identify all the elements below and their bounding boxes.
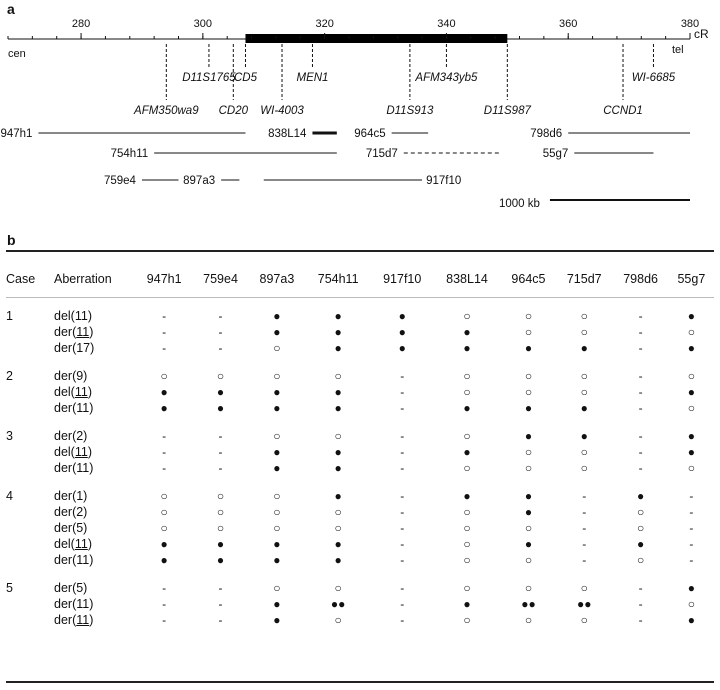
result-cell: - (400, 461, 405, 475)
clone-label: 897a3 (183, 175, 216, 187)
result-cell: ○ (273, 429, 281, 443)
result-cell: ○ (636, 505, 645, 519)
result-cell: ● (160, 553, 168, 567)
clone-label: 947h1 (0, 128, 33, 140)
result-cell: ● (273, 325, 281, 339)
result-cell: ● (524, 505, 533, 519)
result-cell: - (400, 597, 405, 611)
marker-label: D11S913 (386, 105, 434, 117)
result-cell: ○ (524, 325, 533, 339)
table-row (6, 340, 714, 356)
header-probe: 897a3 (259, 272, 295, 286)
result-cell: ● (463, 489, 471, 503)
result-cell: ● (687, 341, 696, 355)
case-number (6, 552, 54, 568)
marker-label: CD5 (233, 72, 257, 84)
result-cell: ● (334, 341, 342, 355)
marker-label: AFM350wa9 (134, 105, 199, 117)
result-cell: ● (580, 341, 588, 355)
axis-tick-label: 360 (559, 18, 578, 30)
header-aberration: Aberration (54, 272, 112, 286)
result-cell: ○ (160, 521, 168, 535)
clone-label: 917f10 (426, 175, 462, 187)
table-row (6, 596, 714, 612)
table-row (6, 296, 714, 324)
marker-label: MEN1 (296, 72, 329, 84)
result-cell: ● (334, 309, 342, 323)
result-cell: - (582, 553, 587, 567)
case-number (6, 400, 54, 416)
header-probe: 838L14 (446, 272, 488, 286)
result-cell: - (400, 429, 405, 443)
underlined-chromosome: 11 (76, 613, 90, 627)
result-cell: ● (273, 613, 281, 627)
scale-bar-label: 1000 kb (499, 198, 540, 210)
result-cell: ● (160, 385, 168, 399)
table-row (6, 552, 714, 568)
result-cell: - (162, 581, 167, 595)
case-number (6, 340, 54, 356)
aberration-label: del(11) (54, 385, 92, 399)
aberration-cell (54, 520, 136, 536)
result-cell: ○ (524, 369, 533, 383)
result-cell: ● (636, 489, 645, 503)
result-cell: - (689, 537, 694, 551)
aberration-cell (54, 552, 136, 568)
axis-tick-label: 320 (315, 18, 334, 30)
result-cell: ● (216, 385, 225, 399)
header-probe: 759e4 (203, 272, 238, 286)
result-cell: ○ (687, 369, 696, 383)
case-number: 3 (6, 429, 13, 443)
result-cell: ●● (521, 597, 536, 611)
result-cell: ○ (580, 369, 588, 383)
result-cell: ○ (687, 325, 696, 339)
marker-label: D11S1765 (182, 72, 236, 84)
header-probe: 55g7 (677, 272, 706, 286)
marker-label: AFM343yb5 (415, 72, 478, 84)
case-number: 4 (6, 489, 13, 503)
result-cell: ● (160, 537, 168, 551)
table-row (6, 476, 714, 504)
result-cell: - (218, 429, 223, 443)
centromere-label: cen (8, 48, 26, 60)
result-cell: ●● (330, 597, 346, 611)
marker-label: WI-6685 (631, 72, 676, 84)
result-cell: - (218, 309, 223, 323)
case-number (6, 504, 54, 520)
clone-label: 55g7 (542, 148, 569, 160)
panel-b-label: b (7, 232, 16, 248)
result-cell: - (162, 341, 167, 355)
result-cell: - (638, 369, 643, 383)
table-bottom-rule (6, 681, 714, 683)
case-number (6, 324, 54, 340)
clone-label: 798d6 (530, 128, 563, 140)
result-cell: ○ (334, 613, 342, 627)
aberration-label: der(5) (54, 521, 88, 535)
result-cell: ● (160, 401, 168, 415)
table-row (6, 568, 714, 596)
result-cell: ● (273, 401, 281, 415)
header-probe: 917f10 (383, 272, 422, 286)
result-cell: ○ (463, 309, 471, 323)
result-cell: ○ (580, 325, 588, 339)
result-cell: ○ (216, 521, 225, 535)
header-probe: 754h11 (317, 272, 359, 286)
result-cell: ○ (463, 581, 471, 595)
aberration-label: der(11) (54, 553, 94, 567)
result-cell: ● (334, 385, 342, 399)
clone-label: 838L14 (268, 128, 307, 140)
axis-tick-label: 340 (437, 18, 456, 30)
result-cell: ○ (160, 505, 168, 519)
result-cell: ○ (463, 505, 471, 519)
aberration-cell (54, 476, 136, 504)
result-cell: - (638, 461, 643, 475)
result-cell: ○ (334, 521, 342, 535)
aberration-label: der(11) (54, 325, 94, 339)
result-cell: ○ (463, 369, 471, 383)
result-cell: - (638, 429, 643, 443)
result-cell: - (218, 613, 223, 627)
result-cell: ● (398, 325, 406, 339)
result-cell: - (582, 489, 587, 503)
result-cell: ● (687, 429, 696, 443)
result-cell: ● (524, 489, 533, 503)
header-probe: 947h1 (146, 272, 182, 286)
result-cell: ○ (216, 489, 225, 503)
table-row (6, 416, 714, 444)
result-cell: ○ (463, 429, 471, 443)
aberration-cell (54, 568, 136, 596)
case-number (6, 384, 54, 400)
axis-tick-label: 380 (680, 18, 700, 30)
aberration-label: der(2) (54, 429, 88, 443)
result-cell: ● (334, 401, 342, 415)
table-row (6, 324, 714, 340)
table-row (6, 444, 714, 460)
case-number: 5 (6, 581, 13, 595)
case-number (6, 444, 54, 460)
telomere-label: tel (672, 44, 684, 56)
result-cell: ● (687, 581, 696, 595)
table-row (6, 536, 714, 552)
result-cell: ○ (524, 521, 533, 535)
table-row (6, 520, 714, 536)
result-cell: - (162, 325, 167, 339)
aberration-cell (54, 384, 136, 400)
table-row (6, 612, 714, 628)
aberration-cell (54, 296, 136, 324)
result-cell: ● (273, 537, 281, 551)
result-cell: ●● (576, 597, 592, 611)
table-row (6, 384, 714, 400)
result-cell: - (638, 581, 643, 595)
table-row (6, 504, 714, 520)
result-cell: - (689, 489, 694, 503)
result-cell: ● (687, 445, 696, 459)
aberration-cell (54, 444, 136, 460)
result-cell: ● (524, 341, 533, 355)
result-cell: - (162, 309, 167, 323)
result-cell: ○ (580, 309, 588, 323)
result-cell: - (400, 385, 405, 399)
result-cell: ● (273, 445, 281, 459)
aberration-cell (54, 400, 136, 416)
result-cell: - (638, 309, 643, 323)
underlined-chromosome: 11 (74, 385, 88, 399)
result-cell: ○ (580, 461, 588, 475)
axis-tick-label: 280 (71, 18, 91, 30)
result-cell: - (638, 385, 643, 399)
marker-label: CD20 (218, 105, 249, 117)
result-cell: - (638, 341, 643, 355)
result-cell: - (400, 613, 405, 627)
aberration-label: der(1) (54, 489, 88, 503)
result-cell: ● (273, 309, 281, 323)
result-cell: ● (216, 537, 225, 551)
result-cell: ● (687, 613, 696, 627)
result-cell: - (162, 445, 167, 459)
marker-label: CCND1 (603, 105, 643, 117)
result-cell: - (400, 537, 405, 551)
result-cell: - (218, 597, 223, 611)
result-cell: - (689, 521, 694, 535)
result-cell: ○ (334, 369, 342, 383)
result-cell: ○ (273, 489, 281, 503)
result-cell: ● (524, 401, 533, 415)
result-cell: ○ (334, 581, 342, 595)
result-cell: - (400, 553, 405, 567)
aberration-label: der(9) (54, 369, 88, 383)
result-cell: ○ (463, 613, 471, 627)
result-cell: ○ (273, 341, 281, 355)
clone-label: 754h11 (110, 148, 149, 160)
result-cell: ○ (273, 369, 281, 383)
result-cell: ● (580, 401, 588, 415)
result-cell: ○ (580, 385, 588, 399)
result-cell: ○ (524, 445, 533, 459)
result-cell: ○ (580, 581, 588, 595)
result-cell: - (162, 613, 167, 627)
panel-a-label: a (7, 1, 15, 17)
case-number: 2 (6, 369, 13, 383)
result-cell: ○ (636, 553, 645, 567)
result-cell: ● (334, 537, 342, 551)
table-row (6, 356, 714, 384)
underlined-chromosome: 11 (74, 537, 88, 551)
result-cell: - (582, 521, 587, 535)
result-cell: ● (463, 401, 471, 415)
result-cell: - (400, 401, 405, 415)
result-cell: - (638, 597, 643, 611)
result-cell: ● (398, 341, 406, 355)
result-cell: ● (334, 489, 342, 503)
case-number (6, 612, 54, 628)
result-cell: ● (524, 429, 533, 443)
header-probe: 798d6 (623, 272, 658, 286)
aberration-label: der(11) (54, 401, 94, 415)
result-cell: ● (687, 309, 696, 323)
aberration-label: der(11) (54, 613, 94, 627)
header-case: Case (6, 272, 36, 286)
result-cell: - (218, 325, 223, 339)
result-cell: ○ (160, 369, 168, 383)
result-cell: - (218, 445, 223, 459)
result-cell: ○ (463, 521, 471, 535)
result-cell: ○ (463, 385, 471, 399)
result-cell: ○ (463, 537, 471, 551)
axis-unit-label: cR (694, 27, 709, 41)
axis-tick-label: 300 (193, 18, 213, 30)
result-cell: ● (636, 537, 645, 551)
result-cell: ○ (160, 489, 168, 503)
result-cell: - (218, 581, 223, 595)
result-cell: ○ (636, 521, 645, 535)
aberration-cell (54, 596, 136, 612)
result-cell: - (582, 505, 587, 519)
result-cell: ● (463, 445, 471, 459)
case-number: 1 (6, 309, 13, 323)
result-cell: - (689, 505, 694, 519)
aberration-label: del(11) (54, 537, 92, 551)
header-divider-rule (6, 297, 714, 298)
result-cell: ● (463, 325, 471, 339)
case-number (6, 536, 54, 552)
result-cell: - (638, 445, 643, 459)
aberration-cell (54, 340, 136, 356)
result-cell: - (689, 553, 694, 567)
underlined-chromosome: 11 (76, 325, 90, 339)
clone-label: 759e4 (103, 175, 136, 187)
result-cell: - (162, 429, 167, 443)
result-cell: ● (216, 553, 225, 567)
aberration-cell (54, 324, 136, 340)
result-cell: - (400, 505, 405, 519)
result-cell: ● (273, 461, 281, 475)
result-cell: - (638, 401, 643, 415)
result-cell: ● (334, 445, 342, 459)
result-cell: ● (463, 341, 471, 355)
result-cell: ○ (687, 461, 696, 475)
result-cell: - (162, 461, 167, 475)
result-cell: - (638, 325, 643, 339)
aberration-label: del(11) (54, 445, 92, 459)
aberration-label: der(2) (54, 505, 88, 519)
aberration-label: del(11) (54, 309, 92, 323)
aberration-label: der(11) (54, 461, 94, 475)
result-cell: ○ (687, 401, 696, 415)
result-cell: ○ (580, 613, 588, 627)
result-cell: ○ (524, 581, 533, 595)
result-cell: - (638, 613, 643, 627)
result-cell: ○ (524, 385, 533, 399)
aberration-label: der(11) (54, 597, 94, 611)
clone-label: 715d7 (365, 148, 398, 160)
result-cell: - (400, 489, 405, 503)
result-cell: - (400, 445, 405, 459)
header-probe: 964c5 (511, 272, 546, 286)
aberration-cell (54, 504, 136, 520)
case-number (6, 460, 54, 476)
aberration-cell (54, 536, 136, 552)
case-number (6, 596, 54, 612)
result-cell: ● (334, 461, 342, 475)
result-cell: - (218, 461, 223, 475)
aberration-cell (54, 460, 136, 476)
critical-region-bar (245, 34, 507, 43)
result-cell: ○ (524, 309, 533, 323)
physical-map (0, 0, 720, 230)
result-cell: - (162, 597, 167, 611)
result-cell: ● (273, 385, 281, 399)
underlined-chromosome: 11 (74, 445, 88, 459)
aberration-cell (54, 356, 136, 384)
result-cell: ● (334, 553, 342, 567)
result-cell: ● (334, 325, 342, 339)
result-cell: ○ (334, 429, 342, 443)
result-cell: - (582, 537, 587, 551)
table-row (6, 460, 714, 476)
result-cell: ○ (463, 553, 471, 567)
aberration-cell (54, 416, 136, 444)
marker-label: WI-4003 (260, 105, 304, 117)
table-row (6, 400, 714, 416)
result-cell: ○ (273, 505, 281, 519)
result-cell: ○ (273, 581, 281, 595)
result-cell: ● (273, 553, 281, 567)
result-cell: ● (216, 401, 225, 415)
result-cell: ○ (524, 553, 533, 567)
result-cell: - (400, 521, 405, 535)
result-cell: ● (524, 537, 533, 551)
result-cell: - (218, 341, 223, 355)
result-cell: ○ (580, 445, 588, 459)
table-top-rule (6, 250, 714, 252)
result-cell: ● (463, 597, 471, 611)
result-cell: ○ (334, 505, 342, 519)
result-cell: ○ (524, 613, 533, 627)
result-cell: ● (398, 309, 406, 323)
result-cell: - (400, 581, 405, 595)
result-cell: ● (687, 385, 696, 399)
fish-results-table (6, 262, 714, 628)
table-body (6, 296, 714, 628)
result-cell: ○ (463, 461, 471, 475)
result-cell: ● (273, 597, 281, 611)
clone-label: 964c5 (354, 128, 386, 140)
result-cell: ○ (687, 597, 696, 611)
result-cell: ○ (273, 521, 281, 535)
aberration-label: der(17) (54, 341, 95, 355)
header-probe: 715d7 (566, 272, 602, 286)
result-cell: ● (580, 429, 588, 443)
result-cell: - (400, 369, 405, 383)
table-header-row (6, 262, 714, 296)
marker-label: D11S987 (483, 105, 531, 117)
aberration-cell (54, 612, 136, 628)
result-cell: ○ (216, 505, 225, 519)
result-cell: ○ (524, 461, 533, 475)
case-number (6, 520, 54, 536)
aberration-label: der(5) (54, 581, 88, 595)
result-cell: ○ (216, 369, 225, 383)
